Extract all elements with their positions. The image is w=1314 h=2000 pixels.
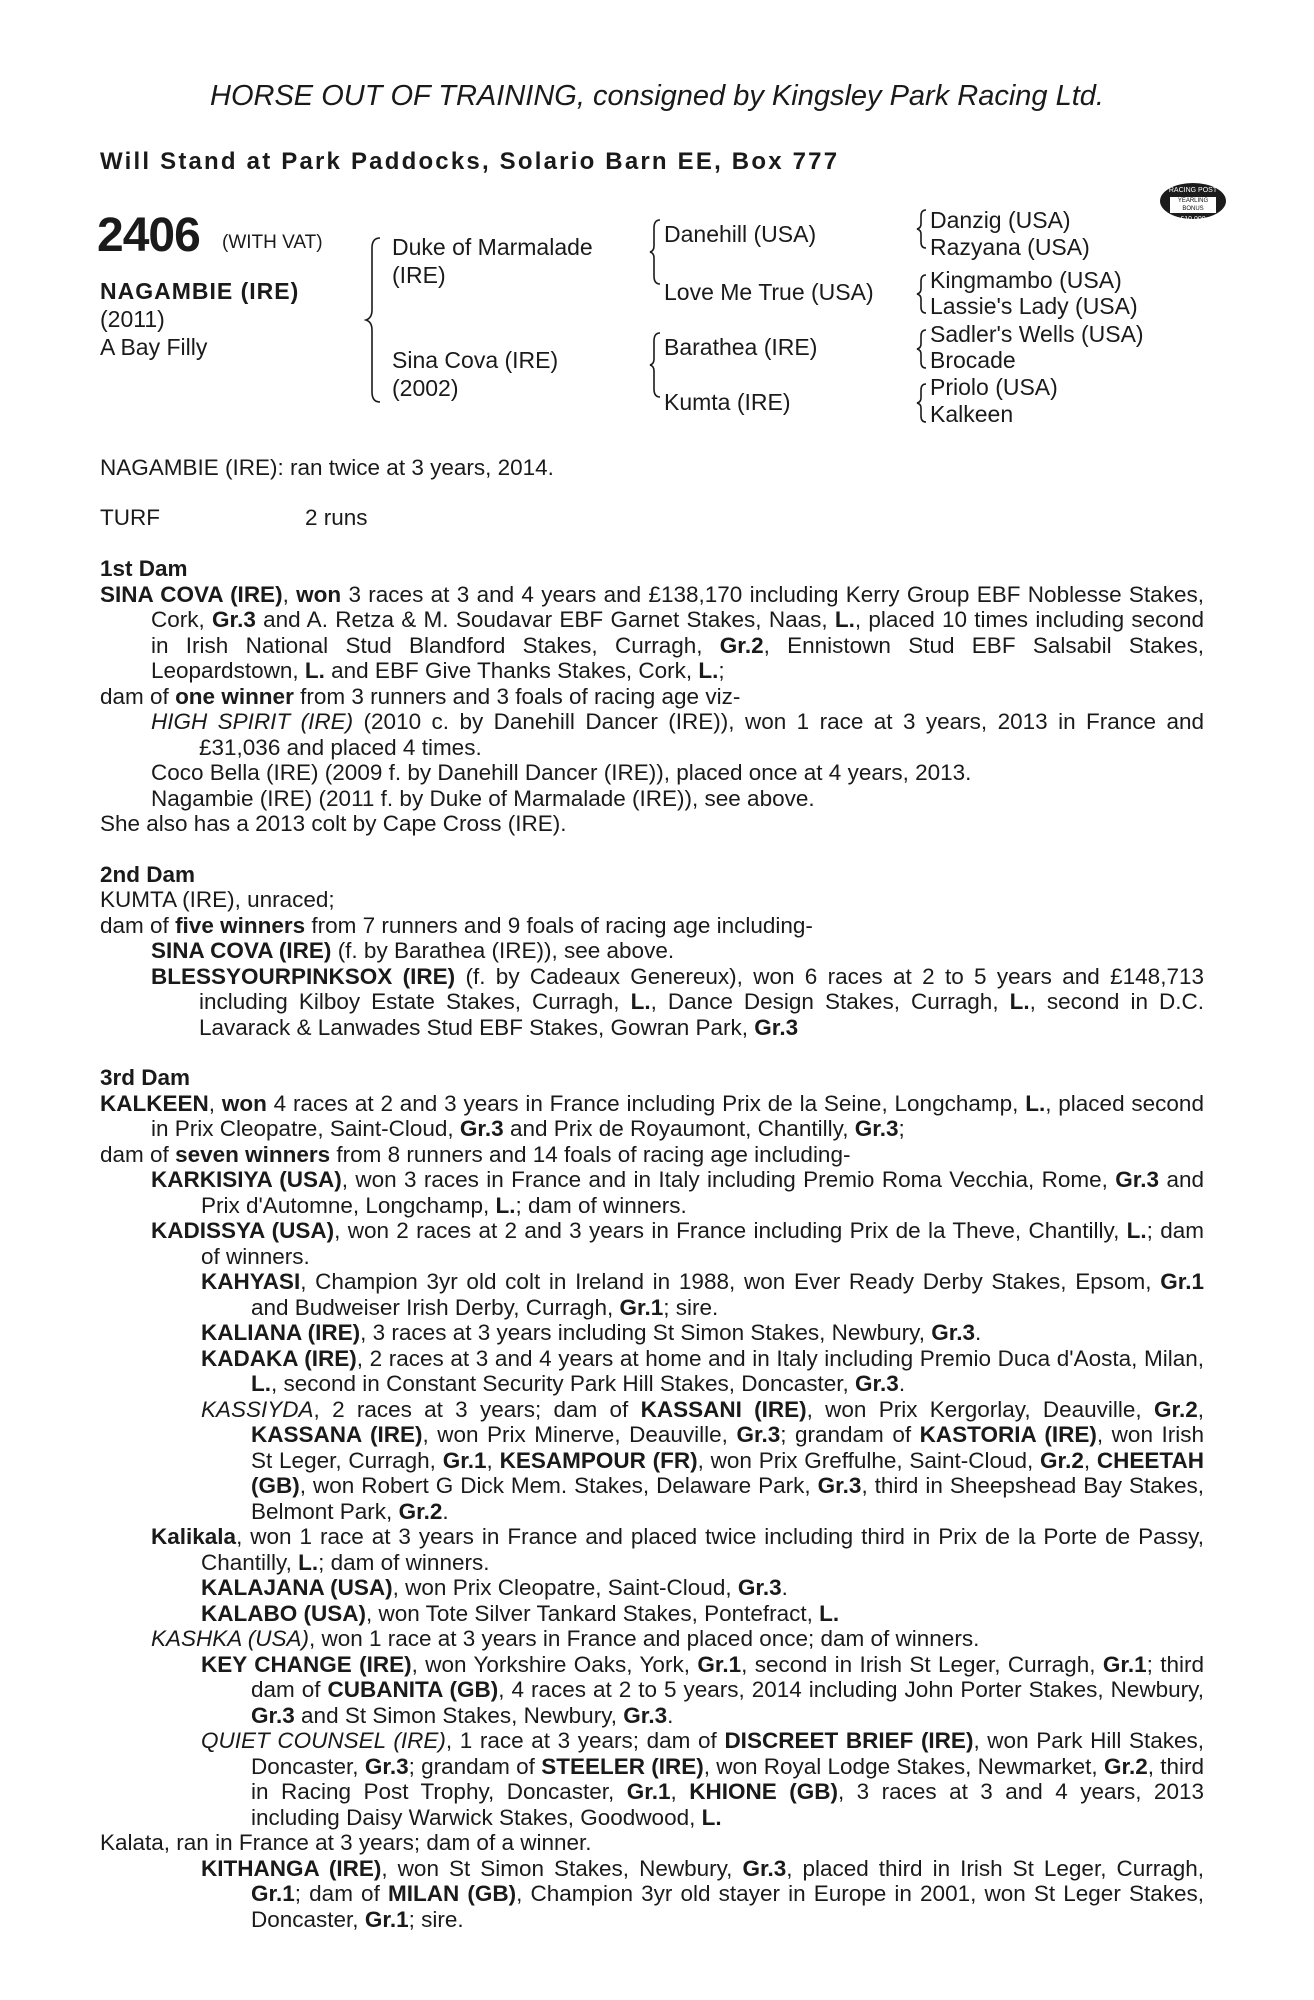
pedigree-dam-sire: Barathea (IRE): [664, 334, 818, 360]
produce-kalajana: KALAJANA (USA), won Prix Cleopatre, Saint-Cloud, Gr.3.: [201, 1575, 788, 1600]
produce-kadissya: KADISSYA (USA), won 2 races at 2 and 3 years in France including Prix de la Theve, Chantilly, L.; dam of winners.: [151, 1218, 1204, 1269]
produce-kassiyda: KASSIYDA, 2 races at 3 years; dam of KASSANI (IRE), won Prix Kergorlay, Deauville, Gr.2, KASSANA (IRE), won Prix Minerve, Deauville, Gr.3; grandam of KASTORIA (IRE), won Irish St Leger, Curragh, Gr.1, KESAMPOUR (FR), won Prix Greffulhe, Saint-Cloud, Gr.2, CHEETAH (GB), won Robert G Dick Mem. Stakes, Delaware Park, Gr.3, third in Sheepshead Bay Stakes, Belmont Park, Gr.2.: [201, 1396, 1204, 1524]
produce-kahyasi: KAHYASI, Champion 3yr old colt in Ireland in 1988, won Ever Ready Derby Stakes, Epsom, Gr.1 and Budweiser Irish Derby, Curragh, Gr.1; sire.: [201, 1269, 1204, 1320]
produce-blessyourpinksox: BLESSYOURPINKSOX (IRE) (f. by Cadeaux Genereux), won 6 races at 2 to 5 years and £148,713 including Kilboy Estate Stakes, Curragh, L., Dance Design Stakes, Curragh, L., second in D.C. Lavarack & Lanwades Stud EBF Stakes, Gowran Park, Gr.3: [151, 963, 1204, 1040]
brace-gen3-d: [917, 384, 926, 422]
vat-note: (WITH VAT): [222, 232, 323, 253]
surface-label: TURF: [100, 505, 160, 530]
produce-kadaka: KADAKA (IRE), 2 races at 3 and 4 years at home and in Italy including Premio Duca d'Aosta, Milan, L., second in Constant Security Park Hill Stakes, Doncaster, Gr.3.: [201, 1345, 1205, 1396]
brace-gen2-bottom: [650, 333, 660, 397]
dam-year: (2002): [392, 375, 459, 401]
second-dam-record: KUMTA (IRE), unraced;: [100, 887, 335, 912]
third-dam-record: KALKEEN, won 4 races at 2 and 3 years in France including Prix de la Seine, Longchamp, L., placed second in Prix Cleopatre, Saint-Cloud, Gr.3 and Prix de Royaumont, Chantilly, Gr.3;: [100, 1090, 1204, 1141]
pedigree-sdd: Lassie's Lady (USA): [930, 293, 1138, 319]
logo-band-text: YEARLING BONUS: [1170, 197, 1216, 213]
first-dam-record: SINA COVA (IRE), won 3 races at 3 and 4 years and £138,170 including Kerry Group EBF Noblesse Stakes, Cork, Gr.3 and A. Retza & M. Soudavar EBF Garnet Stakes, Naas, L., placed 10 times including second in Irish National Stud Blandford Stakes, Curragh, Gr.2, Ennistown Stud EBF Salsabil Stakes, Leopardstown, L. and EBF Give Thanks Stakes, Cork, L.;: [100, 581, 1204, 683]
produce-karkisiya: KARKISIYA (USA), won 3 races in France and in Italy including Premio Roma Vecchia, Rome, Gr.3 and Prix d'Automne, Longchamp, L.; dam of winners.: [151, 1167, 1204, 1218]
first-dam-produce-summary: dam of one winner from 3 runners and 3 foals of racing age viz-: [100, 683, 741, 709]
horse-name: NAGAMBIE (IRE): [100, 278, 300, 304]
produce-kalata: Kalata, ran in France at 3 years; dam of a winner.: [100, 1830, 592, 1855]
produce-high-spirit: HIGH SPIRIT (IRE) (2010 c. by Danehill Dancer (IRE)), won 1 race at 3 years, 2013 in France and £31,036 and placed 4 times.: [151, 709, 1204, 760]
brace-gen3-a: [917, 210, 926, 248]
horse-year: (2011): [100, 306, 165, 332]
logo-top-text: RACING POST: [1168, 187, 1218, 194]
pedigree-sds: Kingmambo (USA): [930, 267, 1122, 293]
pedigree-sire-dam: Love Me True (USA): [664, 279, 874, 305]
produce-sina-cova: SINA COVA (IRE) (f. by Barathea (IRE)), see above.: [151, 938, 675, 963]
brace-gen1: [366, 238, 380, 402]
pedigree-dsd: Brocade: [930, 347, 1016, 373]
pedigree-dam: [392, 346, 558, 402]
brace-gen3-b: [917, 275, 926, 313]
third-dam-produce-summary: dam of seven winners from 8 runners and 14 foals of racing age including-: [100, 1141, 851, 1167]
pedigree-dss: Sadler's Wells (USA): [930, 321, 1144, 347]
pedigree-braces: [0, 0, 1314, 440]
logo-bottom-text: £10,000: [1180, 216, 1206, 223]
first-dam-heading: 1st Dam: [100, 556, 188, 581]
produce-kithanga: KITHANGA (IRE), won St Simon Stakes, Newbury, Gr.3, placed third in Irish St Leger, Curragh, Gr.1; dam of MILAN (GB), Champion 3yr old stayer in Europe in 2001, won St Leger Stakes, Doncaster, Gr.1; sire.: [201, 1855, 1204, 1932]
produce-coco-bella: Coco Bella (IRE) (2009 f. by Danehill Dancer (IRE)), placed once at 4 years, 2013.: [151, 760, 972, 785]
second-dam-heading: 2nd Dam: [100, 861, 196, 887]
pedigree-sire-sire: Danehill (USA): [664, 221, 817, 247]
pedigree-dam-dam: Kumta (IRE): [664, 389, 791, 415]
horse-description: A Bay Filly: [100, 334, 208, 360]
surface-runs: 2 runs: [305, 505, 368, 530]
produce-nagambie: Nagambie (IRE) (2011 f. by Duke of Marmalade (IRE)), see above.: [151, 785, 815, 811]
sire-origin: (IRE): [392, 262, 446, 288]
produce-key-change: KEY CHANGE (IRE), won Yorkshire Oaks, York, Gr.1, second in Irish St Leger, Curragh, Gr.1; third dam of CUBANITA (GB), 4 races at 2 to 5 years, 2014 including John Porter Stakes, Newbury, Gr.3 and St Simon Stakes, Newbury, Gr.3.: [201, 1651, 1205, 1728]
third-dam-heading: 3rd Dam: [100, 1065, 191, 1090]
race-record-summary: NAGAMBIE (IRE): ran twice at 3 years, 2014.: [100, 455, 554, 480]
second-dam-produce-summary: dam of five winners from 7 runners and 9 foals of racing age including-: [100, 912, 813, 938]
pedigree-ssd: Razyana (USA): [930, 234, 1090, 260]
sire-name: Duke of Marmalade: [392, 234, 593, 260]
produce-note: She also has a 2013 colt by Cape Cross (IRE).: [100, 811, 567, 836]
brace-gen3-c: [917, 330, 926, 368]
produce-kashka: KASHKA (USA), won 1 race at 3 years in France and placed once; dam of winners.: [151, 1626, 980, 1651]
pedigree-sire: [392, 233, 593, 289]
brace-gen2-top: [650, 220, 660, 284]
pedigree-ddd: Kalkeen: [930, 401, 1014, 427]
page-title: HORSE OUT OF TRAINING, consigned by Kingsley Park Racing Ltd.: [210, 80, 1104, 112]
pedigree-sss: Danzig (USA): [930, 207, 1071, 233]
dam-name: Sina Cova (IRE): [392, 347, 559, 373]
pedigree-dds: Priolo (USA): [930, 374, 1058, 400]
lot-number: 2406: [97, 209, 200, 262]
stand-location: Will Stand at Park Paddocks, Solario Barn EE, Box 777: [100, 148, 840, 175]
produce-kaliana: KALIANA (IRE), 3 races at 3 years including St Simon Stakes, Newbury, Gr.3.: [201, 1320, 982, 1345]
produce-kalikala: Kalikala, won 1 race at 3 years in France and placed twice including third in Prix de la Porte de Passy, Chantilly, L.; dam of winners.: [151, 1524, 1204, 1575]
produce-kalabo: KALABO (USA), won Tote Silver Tankard Stakes, Pontefract, L.: [201, 1600, 840, 1626]
produce-quiet-counsel: QUIET COUNSEL (IRE), 1 race at 3 years; dam of DISCREET BRIEF (IRE), won Park Hill Stakes, Doncaster, Gr.3; grandam of STEELER (IRE), won Royal Lodge Stakes, Newmarket, Gr.2, third in Racing Post Trophy, Doncaster, Gr.1, KHIONE (GB), 3 races at 3 and 4 years, 2013 including Daisy Warwick Stakes, Goodwood, L.: [201, 1728, 1204, 1830]
catalogue-body: [100, 556, 1204, 1932]
